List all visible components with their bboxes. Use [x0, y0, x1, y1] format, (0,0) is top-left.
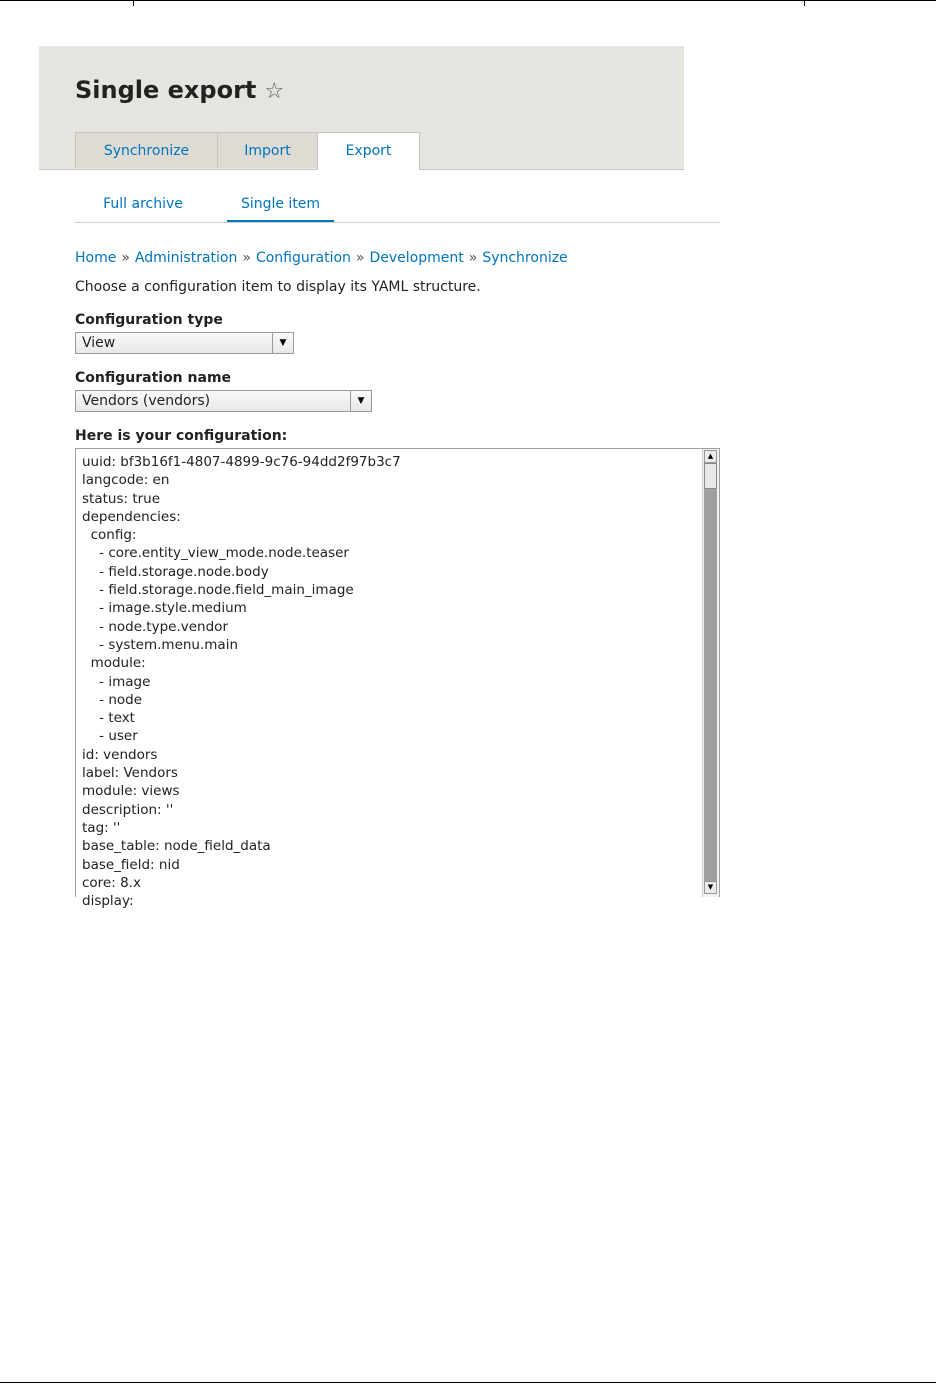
- config-export-textarea[interactable]: [75, 448, 720, 910]
- breadcrumb-separator: »: [355, 250, 365, 266]
- config-type-select[interactable]: [75, 332, 294, 354]
- scrollbar-thumb[interactable]: [704, 463, 717, 489]
- secondary-tabs: [75, 186, 720, 223]
- tab-synchronize[interactable]: Synchronize: [75, 132, 218, 168]
- star-outline-icon[interactable]: ☆: [264, 79, 285, 104]
- breadcrumb-separator: »: [468, 250, 478, 266]
- chevron-down-icon: ▼: [272, 333, 293, 353]
- page-top-rule: [0, 0, 936, 1]
- page-header: [39, 46, 684, 170]
- breadcrumb-synchronize[interactable]: Synchronize: [482, 250, 568, 266]
- breadcrumb-home[interactable]: Home: [75, 250, 117, 266]
- tab-full-archive[interactable]: Full archive: [103, 196, 183, 212]
- breadcrumb-configuration[interactable]: Configuration: [255, 250, 351, 266]
- breadcrumb-development[interactable]: Development: [369, 250, 464, 266]
- vertical-scrollbar[interactable]: [702, 449, 719, 897]
- primary-tabs: [75, 132, 419, 169]
- page-description: Choose a configuration item to display its YAML structure.: [75, 279, 481, 295]
- page-title: [75, 76, 284, 104]
- page-bottom-rule: [0, 1382, 936, 1383]
- breadcrumb-separator: »: [242, 250, 251, 266]
- export-label: Here is your configuration:: [75, 428, 288, 444]
- scroll-up-icon[interactable]: ▲: [704, 450, 717, 463]
- breadcrumb-separator: »: [121, 250, 130, 266]
- config-name-value: Vendors (vendors): [82, 393, 211, 409]
- scrollbar-track[interactable]: [704, 463, 717, 881]
- top-rule-tick: [133, 0, 134, 6]
- yaml-content[interactable]: uuid: bf3b16f1-4807-4899-9c76-94dd2f97b3c7 langcode: en status: true dependencies: config: - core.entity_view_mode.node.teaser - field.storage.node.body - field.storage.node.field_main_image - image.style.medium - node.type.vendor - system.menu.main module: - image - node - text - user id: vendors label: Vendors module: views description: '' tag: '' base_table: node_field_data base_field: nid core: 8.x display:: [82, 454, 401, 910]
- breadcrumb-administration[interactable]: Administration: [134, 250, 238, 266]
- tab-import[interactable]: Import: [217, 132, 318, 168]
- config-name-label: Configuration name: [75, 370, 232, 386]
- tab-export[interactable]: Export: [317, 132, 420, 170]
- config-name-select[interactable]: [75, 390, 372, 412]
- chevron-down-icon: ▼: [350, 391, 371, 411]
- top-rule-tick: [804, 0, 805, 6]
- page-title-text: Single export: [75, 76, 257, 104]
- tab-single-item[interactable]: Single item: [227, 186, 334, 222]
- config-type-value: View: [82, 335, 116, 351]
- scroll-down-icon[interactable]: ▼: [704, 881, 717, 894]
- breadcrumb: [75, 250, 568, 266]
- config-type-label: Configuration type: [75, 312, 223, 328]
